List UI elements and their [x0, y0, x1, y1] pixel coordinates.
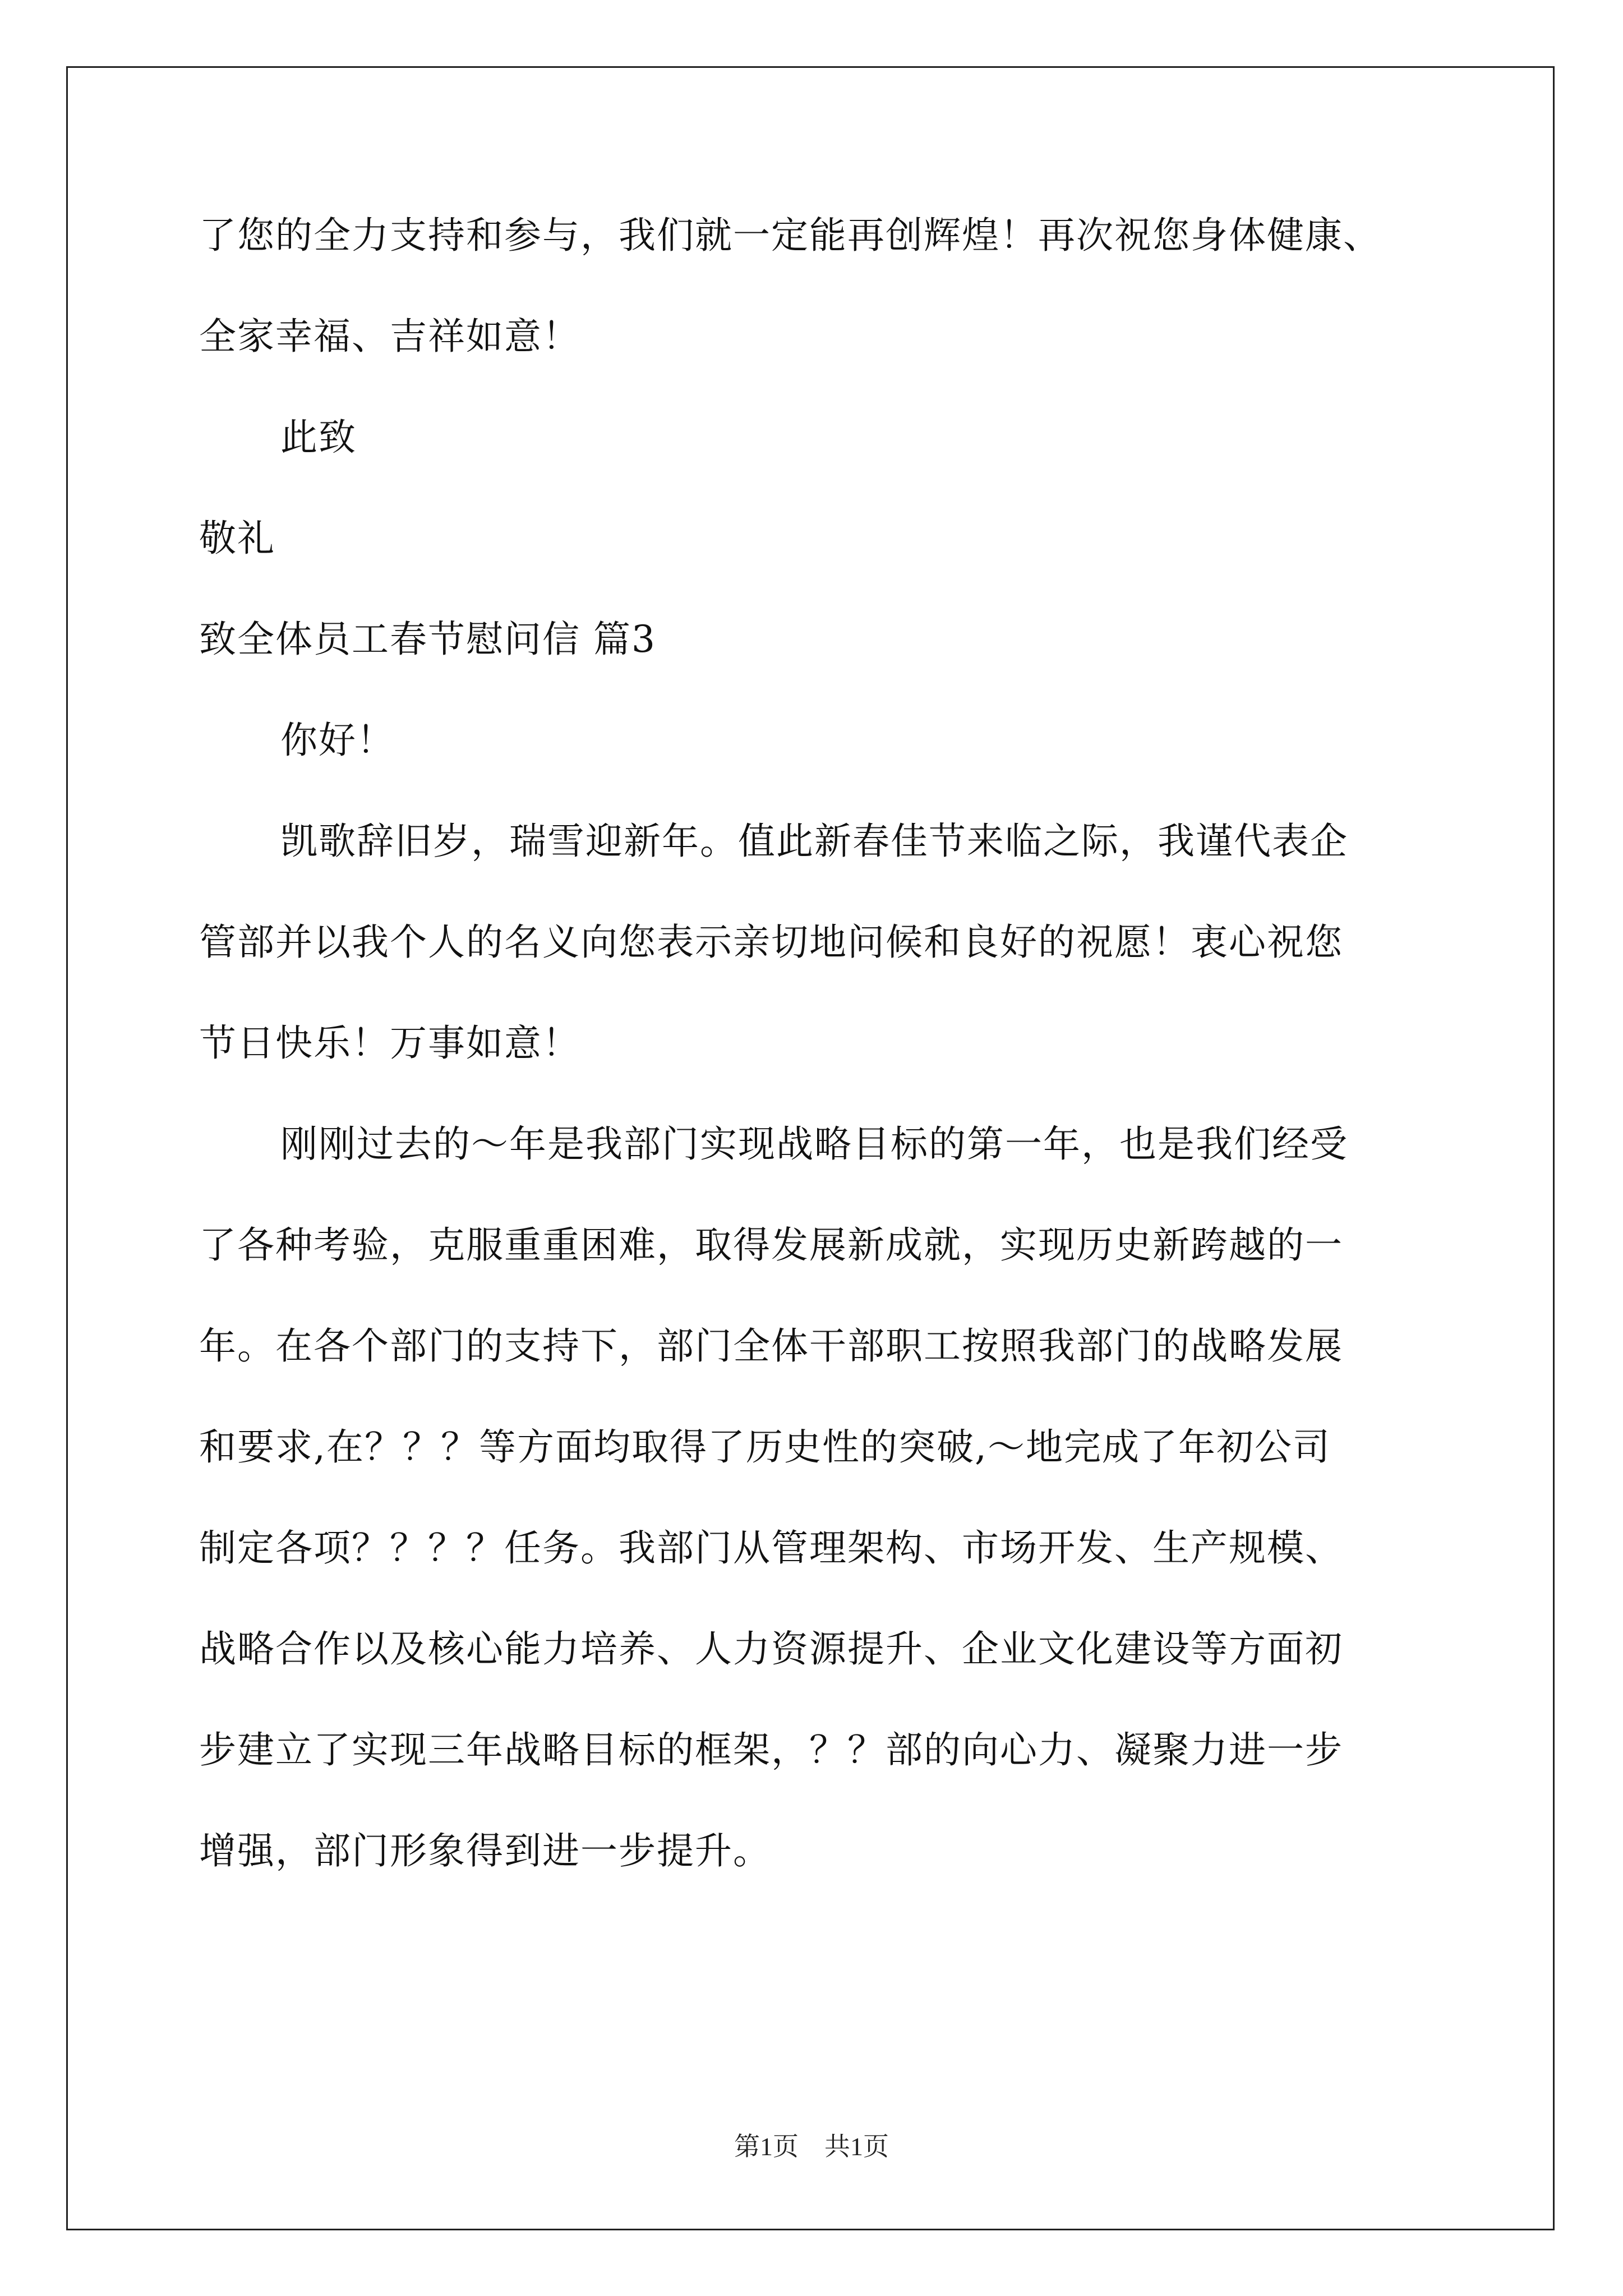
body-line: 和要求,在？？？等方面均取得了历史性的突破,～地完成了年初公司 [199, 1425, 1331, 1469]
body-line: 战略合作以及核心能力培养、人力资源提升、企业文化建设等方面初 [199, 1627, 1343, 1671]
body-line: 管部并以我个人的名义向您表示亲切地问候和良好的祝愿！衷心祝您 [199, 921, 1343, 964]
document-body [199, 185, 1433, 1902]
section-heading: 致全体员工春节慰问信 篇3 [199, 618, 656, 661]
body-line: 步建立了实现三年战略目标的框架，？？部的向心力、凝聚力进一步 [199, 1728, 1343, 1772]
page-footer: 第1页 共1页 [734, 2132, 889, 2161]
body-line: 年。在各个部门的支持下，部门全体干部职工按照我部门的战略发展 [199, 1324, 1343, 1368]
body-line: 了各种考验，克服重重困难，取得发展新成就，实现历史新跨越的一 [199, 1223, 1343, 1267]
salutation-line: 此致 [280, 416, 357, 459]
closing-line: 敬礼 [199, 517, 275, 560]
body-line: 制定各项？？？？任务。我部门从管理架构、市场开发、生产规模、 [199, 1526, 1343, 1570]
greeting-line: 你好！ [280, 719, 395, 762]
body-line: 了您的全力支持和参与，我们就一定能再创辉煌！再次祝您身体健康、 [199, 214, 1381, 257]
body-line: 增强，部门形象得到进一步提升。 [199, 1829, 771, 1872]
body-line: 节日快乐！万事如意！ [199, 1022, 580, 1065]
body-line: 全家幸福、吉祥如意！ [199, 315, 580, 358]
body-line: 凯歌辞旧岁，瑞雪迎新年。值此新春佳节来临之际，我谨代表企 [280, 820, 1348, 863]
body-line: 刚刚过去的～年是我部门实现战略目标的第一年，也是我们经受 [280, 1122, 1348, 1166]
